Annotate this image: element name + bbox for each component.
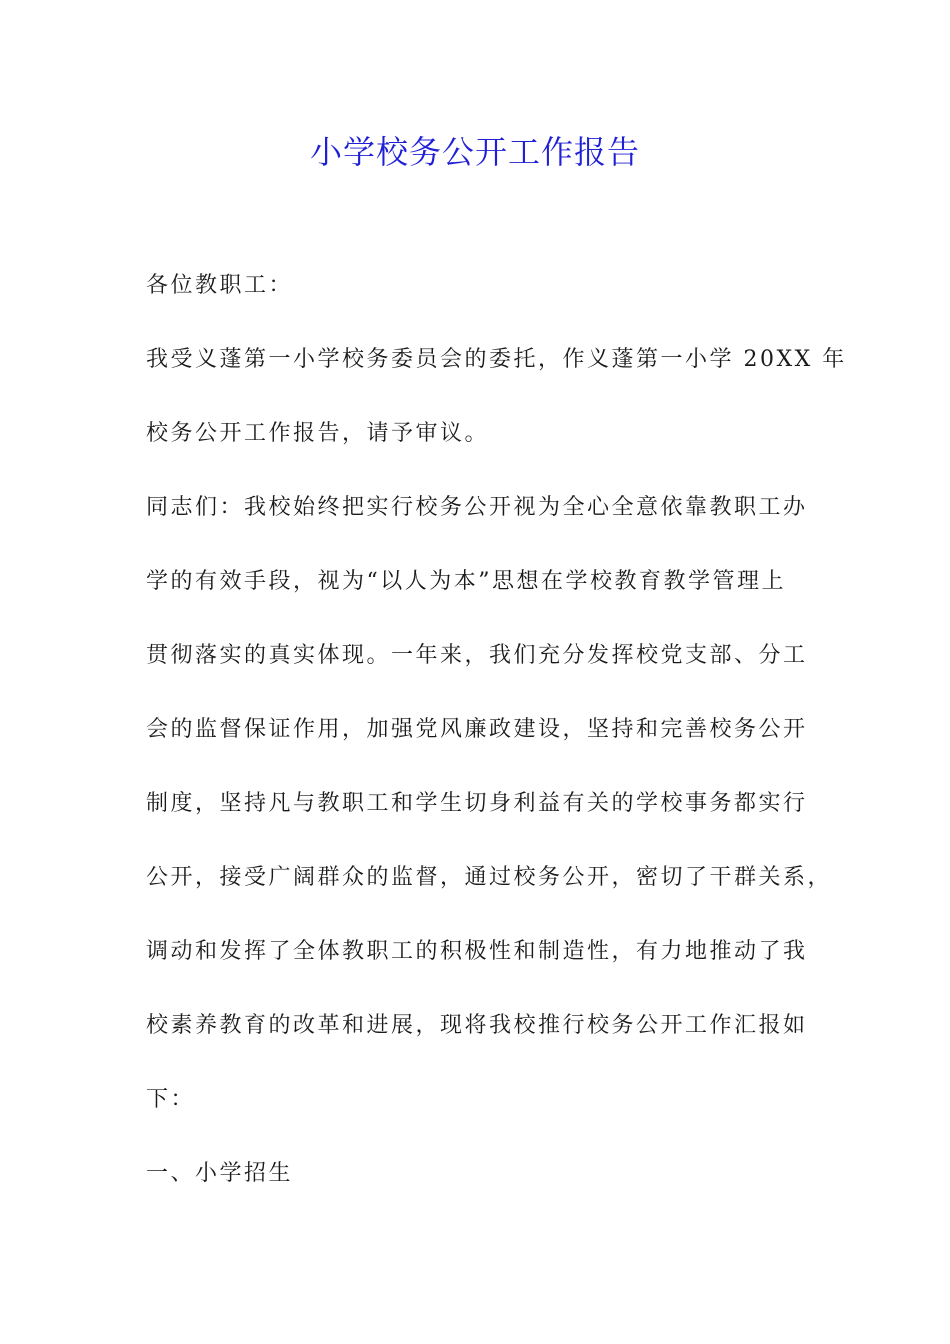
paragraph-line: 调动和发挥了全体教职工的积极性和制造性，有力地推动了我 bbox=[146, 939, 808, 964]
document-body bbox=[146, 264, 847, 1226]
salutation-line: 各位教职工： bbox=[146, 273, 294, 298]
section-heading: 一、小学招生 bbox=[146, 1161, 294, 1186]
paragraph-line: 校务公开工作报告，请予审议。 bbox=[146, 421, 490, 446]
paragraph-line: 学的有效手段，视为“以人为本”思想在学校教育教学管理上 bbox=[146, 569, 786, 594]
paragraph-line: 公开，接受广阔群众的监督，通过校务公开，密切了干群关系， bbox=[146, 865, 833, 890]
paragraph-line: 会的监督保证作用，加强党风廉政建设，坚持和完善校务公开 bbox=[146, 717, 808, 742]
paragraph-line: 贯彻落实的真实体现。一年来，我们充分发挥校党支部、分工 bbox=[146, 643, 808, 668]
paragraph-line: 校素养教育的改革和进展，现将我校推行校务公开工作汇报如 bbox=[146, 1013, 808, 1038]
paragraph-line: 同志们：我校始终把实行校务公开视为全心全意依靠教职工办 bbox=[146, 495, 808, 520]
paragraph-line: 下： bbox=[146, 1087, 196, 1112]
paragraph-line: 我受义蓬第一小学校务委员会的委托，作义蓬第一小学 20XX 年 bbox=[146, 347, 847, 372]
document-title: 小学校务公开工作报告 bbox=[309, 133, 640, 171]
paragraph-line: 制度，坚持凡与教职工和学生切身利益有关的学校事务都实行 bbox=[146, 791, 808, 816]
